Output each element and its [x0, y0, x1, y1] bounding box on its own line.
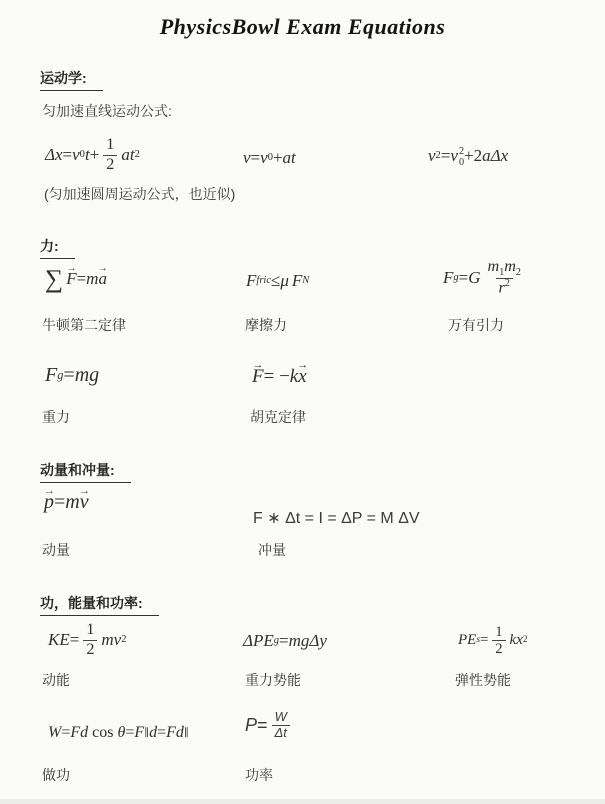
label-friction: 摩擦力 — [245, 317, 287, 333]
equation-momentum: p → = m v → — [44, 491, 89, 514]
equation-weight: F g = mg — [45, 364, 100, 386]
label-work: 做功 — [42, 767, 70, 783]
label-impulse: 冲量 — [258, 542, 286, 558]
equation-friction: F fric ≤ μ F N — [246, 271, 310, 290]
equation-power: P = $\frac{W}{\Delta t}$ — [245, 710, 294, 741]
label-momentum: 动量 — [42, 542, 70, 558]
stacked-sup-sub: 2 0 — [458, 146, 465, 169]
fraction: $\frac{W}{\Delta t}$ — [272, 710, 290, 741]
kinematics-note-text: (匀加速圆周运动公式，也近似) — [44, 186, 236, 202]
label-power: 功率 — [245, 767, 273, 783]
equation-newtons-second-law: ∑ F → = m a → — [45, 266, 107, 292]
equation-impulse: F ∗ Δt = I = ΔP = M ΔV — [253, 510, 420, 527]
section-heading-energy: 功，能量和功率: — [40, 593, 159, 616]
equation-hookes-law: F → = − k x → — [252, 366, 307, 388]
fraction: $\frac{1}{2}$ — [492, 624, 505, 658]
kinematics-intro-text: 匀加速直线运动公式: — [42, 103, 172, 119]
fraction: $\frac{m_1m_2}{r^2}$ — [487, 258, 521, 297]
equation-displacement: Δx = v 0 t + $\frac{1}{2}$ at 2 — [45, 136, 140, 173]
fraction: $\frac{1}{2}$ — [103, 136, 117, 174]
label-gravitational-pe: 重力势能 — [245, 672, 301, 688]
label-hookes-law: 胡克定律 — [250, 409, 306, 425]
label-elastic-pe: 弹性势能 — [455, 672, 511, 688]
equation-kinetic-energy: KE = $\frac{1}{2}$ mv 2 — [48, 621, 127, 658]
equation-velocity-squared: v 2 = v 2 0 + 2 aΔx — [428, 146, 509, 169]
label-weight: 重力 — [42, 409, 70, 425]
equation-gravitation: F g = G $\frac{m_1m_2}{r^2}$ — [443, 258, 528, 298]
page-bottom-edge — [0, 799, 605, 804]
label-newtons-second-law: 牛顿第二定律 — [42, 317, 126, 333]
fraction: $\frac{1}{2}$ — [83, 621, 97, 659]
sigma-symbol: ∑ — [45, 264, 64, 293]
page-title: PhysicsBowl Exam Equations — [159, 14, 446, 39]
section-heading-momentum: 动量和冲量: — [40, 460, 131, 483]
equation-velocity: v = v 0 + at — [243, 148, 296, 167]
section-heading-kinematics: 运动学: — [40, 68, 103, 91]
equation-work: W = Fd cos θ = F ∥ d = Fd ∥ — [48, 724, 189, 741]
equation-elastic-pe: PE s = $\frac{1}{2}$ kx 2 — [458, 624, 528, 658]
equation-gravitational-pe: ΔPE g = mgΔy — [243, 631, 327, 650]
section-heading-force: 力: — [40, 236, 75, 259]
label-gravitation: 万有引力 — [448, 317, 504, 333]
label-kinetic-energy: 动能 — [42, 672, 70, 688]
